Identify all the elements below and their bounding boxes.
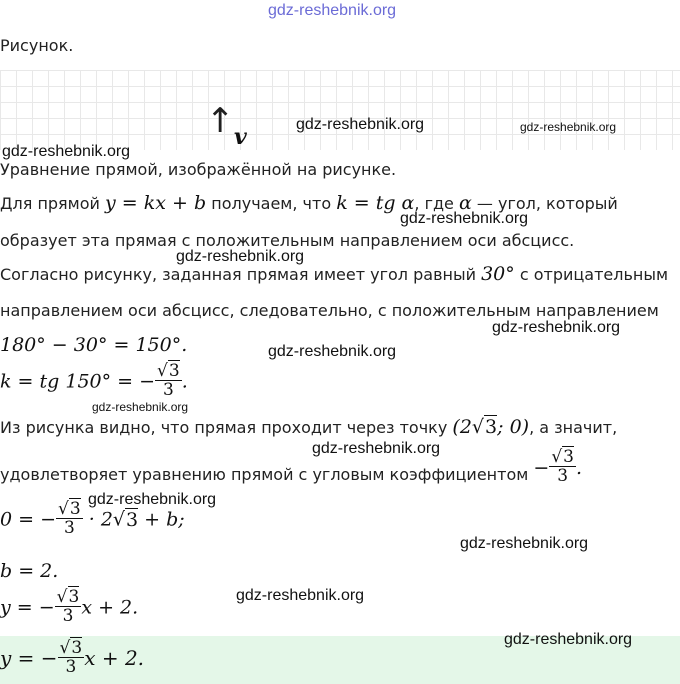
formula-point [452,415,529,438]
radical-sign: √ [471,416,485,438]
formula-line-equation: y = kx + b [105,192,207,214]
formula-alpha: α [458,192,472,214]
radicand: 3 [68,587,80,607]
numerator [55,588,82,607]
watermark: gdz-reshebnik.org [176,248,305,265]
formula-part: + b; [144,508,185,531]
formula-part: x + 2. [84,646,145,670]
formula-k-value [0,361,188,401]
watermark: gdz-reshebnik.org [236,587,365,604]
period: . [576,456,583,479]
figure-grid [0,70,680,150]
fraction-sqrt3-over-3 [155,362,182,399]
arrow-label: v [234,124,247,150]
radicand: 3 [71,638,83,658]
radicand: 3 [563,447,574,467]
text: удовлетворяет уравнению прямой с угловым коэффициентом [0,464,529,484]
formula-angle-calc: 180° − 30° = 150°. [0,334,188,356]
text-line-5: направлением оси абсцисс, следовательно, с положительным направлением [0,301,659,320]
watermark: gdz-reshebnik.org [88,491,217,508]
watermark: gdz-reshebnik.org [2,143,131,160]
text: с отрицательным [519,265,669,284]
radical-sign: √ [551,447,563,467]
text: , где [414,194,454,213]
formula-substitution [0,499,185,539]
text-line-3: образует эта прямая с положительным направлением оси абсцисс. [0,231,575,250]
minus: − [533,456,550,479]
formula-b-value: b = 2. [0,560,59,582]
denominator: 3 [62,606,74,626]
watermark: gdz-reshebnik.org [296,116,425,133]
period: . [181,370,188,393]
radical-sign: √ [56,587,68,607]
numerator [58,639,85,658]
radicand: 3 [126,508,139,531]
fraction-sqrt3-over-3 [56,500,83,537]
watermark: gdz-reshebnik.org [504,631,633,648]
formula-part: ; 0) [497,416,530,438]
text: получаем, что [211,194,332,213]
watermark: gdz-reshebnik.org [400,210,529,227]
watermark: gdz-reshebnik.org [92,400,189,414]
radical-sign: √ [59,638,71,658]
formula-part: k = tg 150° = − [0,370,156,393]
formula-angle-30: 30° [481,263,515,285]
formula-part: (2 [452,416,472,438]
sqrt [472,415,497,438]
radicand: 3 [69,499,81,519]
fraction-sqrt3-over-3 [549,448,576,485]
denominator: 3 [162,380,174,400]
numerator [155,362,182,381]
formula-line-result [0,587,139,627]
text: Для прямой [0,194,100,213]
text: — угол, который [476,194,618,213]
text-line-4 [0,263,668,285]
denominator: 3 [557,466,569,486]
denominator: 3 [63,518,75,538]
numerator [56,500,83,519]
watermark: gdz-reshebnik.org [520,120,617,134]
sqrt [113,508,138,531]
radical-sign: √ [112,508,126,531]
numerator [549,448,576,467]
fraction-sqrt3-over-3 [58,639,85,676]
formula-k-tg: k = tg α [336,192,415,214]
formula-part: x + 2. [81,596,139,619]
formula-slope [533,447,583,486]
denominator: 3 [65,657,77,677]
formula-part: 0 = − [0,508,57,531]
text: Согласно рисунку, заданная прямая имеет угол равный [0,265,476,284]
radical-sign: √ [58,499,69,519]
figure-caption: Рисунок. [0,36,74,55]
text: Из рисунка видно, что прямая проходит через точку [0,418,448,437]
watermark: gdz-reshebnik.org [268,343,397,360]
formula-part: y = − [0,596,55,619]
formula-part: y = − [0,646,58,670]
fraction-sqrt3-over-3 [55,588,82,625]
watermark: gdz-reshebnik.org [312,440,441,457]
watermark: gdz-reshebnik.org [460,535,589,552]
answer-formula [0,638,145,678]
text-line-7 [0,416,617,438]
watermark: gdz-reshebnik.org [492,319,621,336]
radicand: 3 [168,361,180,381]
text: , а значит, [529,418,618,437]
formula-part: · 2 [88,508,113,531]
header-watermark: gdz-reshebnik.org [268,2,397,19]
radical-sign: √ [157,361,168,381]
radicand: 3 [485,416,498,438]
text-line-1: Уравнение прямой, изображённой на рисунке. [0,160,397,179]
arrow-up-icon: ↑ [206,101,235,141]
